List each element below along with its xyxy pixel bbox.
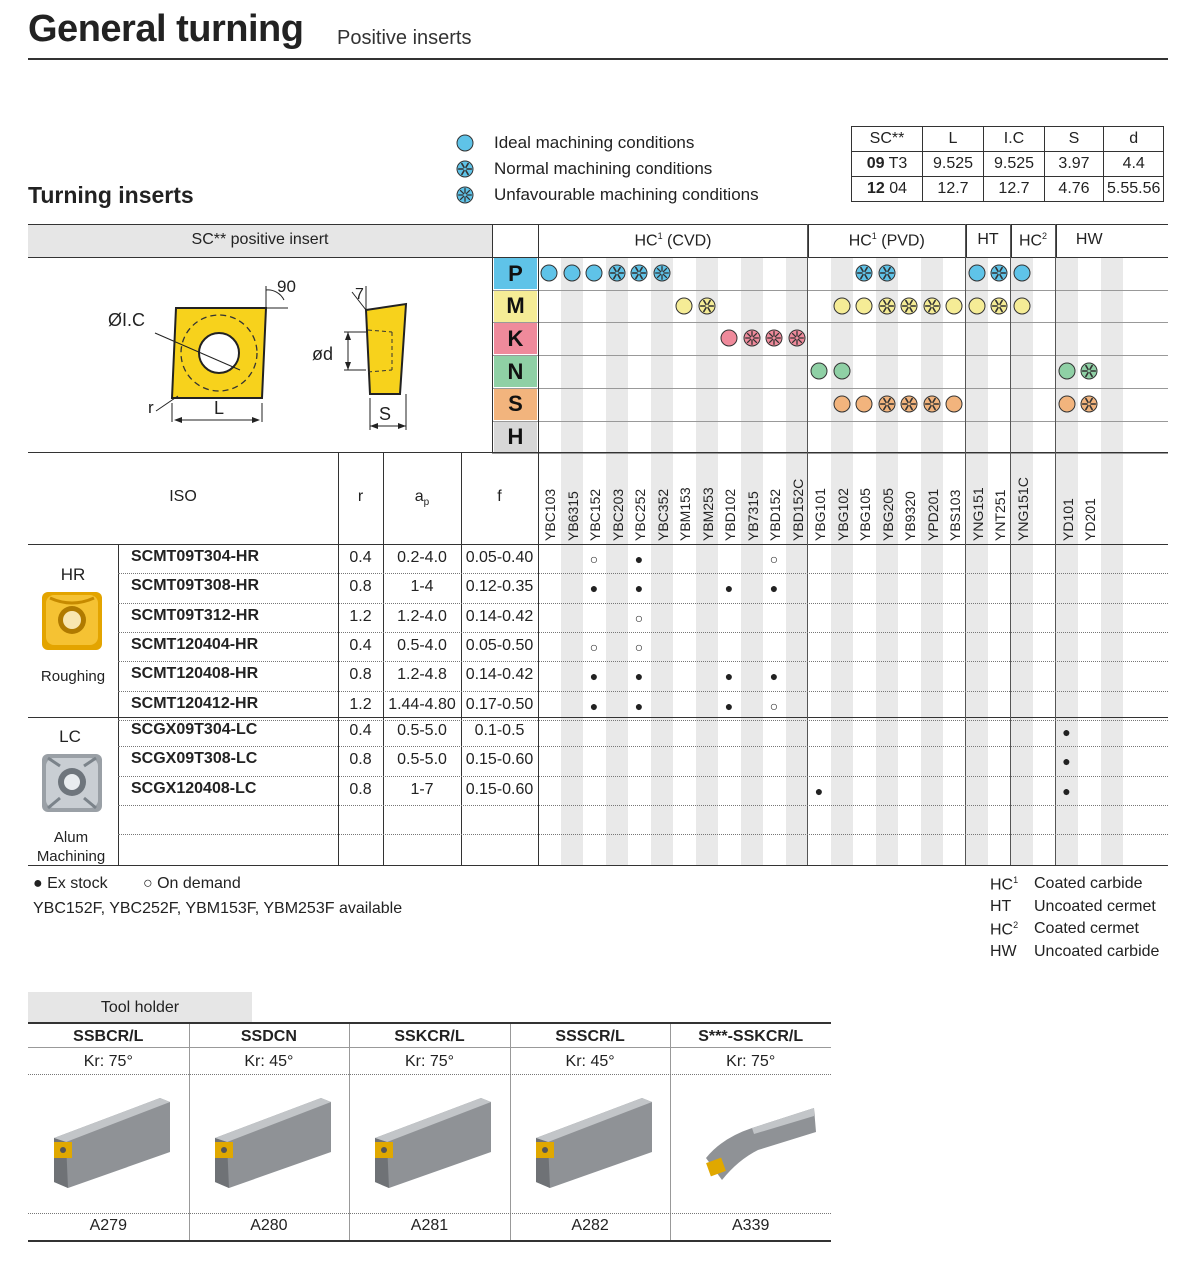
- grade-yb6315: YB6315: [564, 491, 581, 541]
- drawing-angle-label: 90: [277, 277, 296, 296]
- holder-catalog-page: A279: [89, 1217, 127, 1234]
- iso-code: SCGX120408-LC: [131, 779, 257, 797]
- group-lc-caption: Alum Machining: [36, 829, 106, 865]
- ideal-condition-icon: [675, 297, 693, 315]
- on-demand-dot: ○: [634, 638, 644, 655]
- tool-holder-image: [522, 1088, 662, 1198]
- normal-condition-icon: [900, 395, 918, 413]
- ex-stock-dot: ●: [1062, 724, 1071, 740]
- radius-value: 1.2: [349, 607, 372, 625]
- radius-value: 0.8: [349, 578, 372, 596]
- grade-ybm153: YBM153: [677, 487, 693, 541]
- holder-approach-angle: Kr: 45°: [244, 1053, 294, 1070]
- grade-yng151: YNG151: [969, 487, 986, 541]
- abbreviation-sup: 1: [1013, 875, 1019, 885]
- depth-of-cut-value: 0.5-4.0: [397, 636, 447, 654]
- col-header-iso: ISO: [169, 488, 197, 505]
- ideal-condition-icon: [968, 297, 986, 315]
- insert-header: SC** positive insert: [191, 231, 329, 248]
- grade-group-hw: [1056, 231, 1124, 249]
- drawing-l-label: L: [214, 398, 225, 418]
- unfavourable-condition-icon: [788, 329, 806, 347]
- normal-condition-icon: [878, 264, 896, 282]
- grade-group-ht: [966, 231, 1011, 249]
- tool-holder-top-rule: [28, 1022, 831, 1024]
- drawing-s-label: S: [379, 404, 392, 424]
- grade-group-hc1: [808, 231, 966, 250]
- grade-ypd201: YPD201: [924, 488, 941, 541]
- drawing-clearance-label: 7: [355, 286, 364, 303]
- ideal-condition-icon: [855, 395, 873, 413]
- grade-yd101: YD101: [1059, 498, 1076, 541]
- ex-stock-dot: ●: [589, 668, 599, 685]
- ideal-condition-icon: [563, 264, 581, 282]
- table-row: [0, 603, 1200, 632]
- normal-condition-icon: [1080, 395, 1098, 413]
- dims-l: 12.7: [923, 177, 984, 202]
- dims-thickness-code: T3: [888, 155, 908, 172]
- col-header-f: f: [497, 488, 502, 505]
- dims-d: 4.4: [1104, 152, 1164, 177]
- ex-stock-dot: ●: [769, 668, 779, 685]
- table-row: [0, 661, 1200, 690]
- radius-value: 0.4: [349, 549, 372, 566]
- material-row-line: [492, 421, 1168, 422]
- on-demand-dot: ○: [634, 609, 644, 626]
- ideal-condition-icon: [1013, 297, 1031, 315]
- radius-value: 0.4: [349, 722, 372, 739]
- abbreviation-code-text: HC: [990, 876, 1014, 894]
- grade-ynt251: YNT251: [992, 489, 1008, 541]
- feed-value: 0.15-0.60: [465, 780, 534, 798]
- feed-value: 0.15-0.60: [465, 751, 534, 769]
- holder-name: SSSCR/L: [555, 1028, 625, 1045]
- normal-condition-icon: [923, 297, 941, 315]
- ex-stock-dot: ●: [589, 697, 599, 714]
- ideal-condition-icon: [945, 395, 963, 413]
- grade-ybd152: YBD152: [767, 488, 783, 541]
- normal-condition-icon: [456, 160, 474, 178]
- col-header-ap: [383, 488, 461, 508]
- ex-stock-dot: ●: [589, 580, 599, 597]
- radius-value: 1.2: [349, 695, 372, 713]
- drawing-d-label: ød: [312, 344, 334, 364]
- ex-stock-dot: ●: [634, 668, 644, 685]
- ex-stock-legend: ● Ex stock: [33, 875, 108, 892]
- grade-group-hc1: [538, 231, 808, 250]
- ex-stock-dot: ●: [634, 551, 644, 567]
- row-separator: [118, 834, 1168, 835]
- dims-s: 4.76: [1045, 177, 1104, 202]
- abbreviation-code: [990, 943, 1017, 961]
- unfavourable-condition-icon: [743, 329, 761, 347]
- dimensions-header-row: [852, 127, 1164, 152]
- abbreviation-description: Coated carbide: [1034, 875, 1143, 892]
- dims-l: 9.525: [923, 152, 984, 177]
- table-rule: [28, 452, 1168, 453]
- ex-stock-dot: ●: [1062, 782, 1071, 799]
- feed-value: 0.1-0.5: [474, 722, 525, 739]
- grade-ybg102: YBG102: [834, 488, 851, 541]
- tool-holder-image: [682, 1088, 822, 1198]
- abbreviation-sup: 2: [1013, 920, 1019, 930]
- grade-group-suffix: (PVD): [876, 232, 925, 250]
- depth-of-cut-value: 0.5-5.0: [397, 722, 447, 739]
- dims-size: [852, 177, 923, 202]
- normal-condition-icon: [923, 395, 941, 413]
- material-p: P: [494, 258, 537, 289]
- ex-stock-dot: ●: [814, 782, 824, 799]
- radius-value: 0.8: [349, 780, 372, 798]
- ex-stock-dot: ●: [724, 697, 734, 714]
- grade-yb7315: YB7315: [744, 491, 761, 541]
- grade-group-label: HC: [1018, 232, 1043, 250]
- ideal-condition-icon: [456, 134, 474, 152]
- abbreviation-code-text: HC: [990, 921, 1014, 939]
- depth-of-cut-value: 1-7: [410, 780, 434, 798]
- grade-group-sup: 2: [1042, 231, 1048, 241]
- holder-divider: [670, 1024, 671, 1240]
- on-demand-dot: ○: [769, 697, 779, 714]
- feed-value: 0.05-0.40: [465, 549, 534, 566]
- ex-stock-dot: ●: [724, 668, 734, 685]
- grade-group-sup: 1: [657, 231, 663, 241]
- normal-condition-icon: [878, 395, 896, 413]
- ideal-condition-icon: [968, 264, 986, 282]
- material-n: N: [494, 356, 537, 387]
- ideal-condition-icon: [585, 264, 603, 282]
- drawing-ic-label: ØI.C: [108, 310, 146, 330]
- ideal-condition-icon: [833, 395, 851, 413]
- grade-group-divider: [808, 224, 809, 257]
- dims-thickness-code: 04: [889, 180, 908, 197]
- dimensions-table: [851, 126, 1164, 202]
- abbreviation-description: Uncoated cermet: [1034, 897, 1156, 915]
- normal-condition-icon: [608, 264, 626, 282]
- page-title: General turning: [28, 8, 304, 50]
- col-header-r: r: [357, 488, 364, 505]
- tool-holder-image: [201, 1088, 341, 1198]
- material-row-line: [492, 322, 1168, 323]
- page-subtitle: Positive inserts: [337, 27, 472, 49]
- iso-code: SCGX09T304-LC: [131, 721, 258, 738]
- radius-value: 0.8: [349, 751, 372, 769]
- iso-code: SCMT120404-HR: [131, 635, 259, 653]
- grade-group-hc2: [1011, 231, 1056, 250]
- table-row: [0, 691, 1200, 720]
- ideal-condition-icon: [810, 362, 828, 380]
- iso-code: SCMT09T308-HR: [131, 577, 260, 595]
- grade-yng151c: YNG151C: [1014, 477, 1031, 541]
- dims-size-code: 12: [866, 180, 885, 197]
- holder-name: SSDCN: [240, 1028, 297, 1045]
- radius-value: 0.8: [349, 666, 372, 684]
- normal-condition-icon: [900, 297, 918, 315]
- depth-of-cut-value: 1.2-4.0: [397, 607, 447, 625]
- unfavourable-condition-icon: [456, 186, 474, 204]
- grade-ybc103: YBC103: [542, 488, 558, 541]
- dims-ic: 12.7: [984, 177, 1045, 202]
- abbreviation-code: [990, 898, 1011, 916]
- grade-group-label: HW: [1075, 231, 1103, 248]
- iso-code: SCMT09T312-HR: [131, 606, 260, 624]
- table-row: [0, 746, 1200, 775]
- normal-condition-icon: [855, 264, 873, 282]
- grade-ybc352: YBC352: [654, 488, 671, 541]
- ideal-condition-icon: [833, 362, 851, 380]
- holder-dotted-rule: [28, 1074, 831, 1075]
- legend-normal: [456, 158, 712, 180]
- normal-condition-icon: [878, 297, 896, 315]
- iso-code: SCMT120408-HR: [131, 665, 259, 683]
- holder-rule: [28, 1047, 831, 1048]
- iso-code: SCGX09T308-LC: [131, 750, 258, 768]
- ideal-condition-icon: [720, 329, 738, 347]
- table-row: [0, 776, 1200, 805]
- table-rule: [28, 865, 1168, 866]
- title-divider: [28, 58, 1168, 60]
- unfavourable-condition-icon: [653, 264, 671, 282]
- ex-stock-dot: ●: [634, 580, 644, 597]
- holder-catalog-page: A280: [250, 1217, 288, 1234]
- grade-group-sup: 1: [871, 231, 877, 241]
- grade-ybd102: YBD102: [722, 488, 738, 541]
- ex-stock-dot: ●: [634, 697, 644, 714]
- feed-value: 0.14-0.42: [465, 607, 534, 625]
- grade-ybs103: YBS103: [947, 489, 963, 541]
- material-h: H: [494, 422, 537, 453]
- material-k: K: [494, 323, 537, 354]
- table-row: [0, 544, 1200, 573]
- grade-group-label: HT: [977, 231, 999, 248]
- table-divider: [492, 224, 493, 452]
- table-row: [0, 632, 1200, 661]
- holder-divider: [189, 1024, 190, 1240]
- normal-condition-icon: [698, 297, 716, 315]
- tool-holder-image: [361, 1088, 501, 1198]
- holder-approach-angle: Kr: 75°: [83, 1053, 133, 1070]
- table-row: [0, 573, 1200, 602]
- feed-value: 0.17-0.50: [465, 695, 534, 713]
- feed-value: 0.12-0.35: [465, 578, 534, 596]
- dims-s: 3.97: [1045, 152, 1104, 177]
- material-row-line: [492, 453, 1168, 454]
- depth-of-cut-value: 1.44-4.80: [388, 695, 456, 713]
- abbreviation-description: Uncoated carbide: [1034, 942, 1160, 960]
- grade-ybm253: YBM253: [699, 487, 716, 541]
- group-hr-caption: Roughing: [40, 668, 106, 685]
- holder-name: SSBCR/L: [73, 1028, 144, 1045]
- holder-bottom-rule: [28, 1240, 831, 1242]
- ideal-condition-icon: [1013, 264, 1031, 282]
- abbreviation-description: Coated cermet: [1034, 920, 1139, 937]
- material-row-line: [492, 388, 1168, 389]
- holder-approach-angle: Kr: 75°: [726, 1053, 776, 1070]
- feed-value: 0.14-0.42: [465, 666, 534, 684]
- depth-of-cut-value: 0.2-4.0: [397, 549, 447, 566]
- dimensions-row: [852, 177, 1164, 202]
- holder-approach-angle: Kr: 75°: [404, 1053, 455, 1070]
- ideal-condition-icon: [1058, 395, 1076, 413]
- abbreviation-code-text: HT: [990, 897, 1012, 915]
- material-s: S: [494, 389, 537, 420]
- holder-divider: [349, 1024, 350, 1240]
- holder-divider: [510, 1024, 511, 1240]
- ideal-condition-icon: [855, 297, 873, 315]
- abbreviation-code: [990, 875, 1018, 894]
- normal-condition-icon: [990, 297, 1008, 315]
- ex-stock-dot: ●: [1062, 753, 1071, 770]
- dims-header-ic: I.C: [984, 127, 1045, 152]
- dims-size-code: 09: [866, 155, 885, 172]
- grade-ybg101: YBG101: [812, 488, 828, 541]
- abbreviation-code-text: HW: [990, 942, 1017, 960]
- dims-d: 5.55.56: [1104, 177, 1164, 202]
- legend-unfavourable-label: Unfavourable machining conditions: [494, 185, 759, 204]
- material-row-line: [492, 355, 1168, 356]
- tool-holder-image: [40, 1088, 180, 1198]
- holder-name: S***-SSKCR/L: [698, 1028, 804, 1045]
- iso-code: SCMT120412-HR: [131, 694, 259, 712]
- grade-yd201: YD201: [1082, 498, 1098, 541]
- ideal-condition-icon: [540, 264, 558, 282]
- grade-ybc252: YBC252: [632, 488, 648, 541]
- tool-holder-title: Tool holder: [100, 999, 180, 1016]
- holder-catalog-page: A282: [571, 1217, 609, 1234]
- normal-condition-icon: [990, 264, 1008, 282]
- dims-header-s: S: [1045, 127, 1104, 152]
- ideal-condition-icon: [945, 297, 963, 315]
- legend-unfavourable: [456, 184, 759, 206]
- table-row: [0, 717, 1200, 746]
- ideal-condition-icon: [833, 297, 851, 315]
- group-lc-code: LC: [59, 727, 81, 746]
- row-separator: [118, 805, 1168, 806]
- iso-code: SCMT09T304-HR: [131, 548, 260, 565]
- radius-value: 0.4: [349, 636, 372, 654]
- grade-ybg105: YBG105: [857, 488, 873, 541]
- dimensions-row: [852, 152, 1164, 177]
- depth-of-cut-value: 1-4: [410, 578, 434, 596]
- normal-condition-icon: [1080, 362, 1098, 380]
- section-title: Turning inserts: [28, 182, 194, 208]
- table-rule: [28, 224, 1168, 225]
- on-demand-dot: ○: [769, 551, 779, 567]
- depth-of-cut-value: 1.2-4.8: [397, 666, 447, 684]
- material-m: M: [494, 291, 537, 322]
- grade-ybc152: YBC152: [587, 488, 603, 541]
- material-row-line: [492, 290, 1168, 291]
- holder-approach-angle: Kr: 45°: [565, 1053, 615, 1070]
- grade-group-label: HC: [634, 232, 658, 250]
- drawing-r-label: r: [148, 398, 154, 417]
- depth-of-cut-value: 0.5-5.0: [397, 751, 447, 769]
- grade-yb9320: YB9320: [902, 491, 918, 541]
- ideal-condition-icon: [1058, 362, 1076, 380]
- grade-ybg205: YBG205: [879, 488, 896, 541]
- unfavourable-condition-icon: [765, 329, 783, 347]
- dims-ic: 9.525: [984, 152, 1045, 177]
- ex-stock-dot: ●: [769, 580, 779, 597]
- dims-header-d: d: [1104, 127, 1164, 152]
- grade-ybd152c: YBD152C: [789, 478, 806, 541]
- holder-dotted-rule: [28, 1213, 831, 1214]
- on-demand-dot: ○: [589, 638, 599, 655]
- table-rule: [28, 257, 1168, 258]
- dims-header-sc: SC**: [852, 127, 923, 152]
- feed-value: 0.05-0.50: [465, 636, 534, 654]
- holder-catalog-page: A339: [732, 1217, 770, 1234]
- legend-ideal-label: Ideal machining conditions: [494, 133, 695, 152]
- holder-catalog-page: A281: [410, 1217, 449, 1234]
- grade-group-label: HC: [848, 232, 872, 250]
- availability-note: YBC152F, YBC252F, YBM153F, YBM253F available: [33, 900, 403, 917]
- ex-stock-dot: ●: [724, 580, 734, 597]
- on-demand-legend: ○ On demand: [143, 875, 241, 892]
- dims-size: [852, 152, 923, 177]
- grade-group-suffix: (CVD): [662, 232, 712, 250]
- holder-name: SSKCR/L: [394, 1028, 465, 1045]
- normal-condition-icon: [630, 264, 648, 282]
- group-hr-code: HR: [60, 565, 86, 584]
- legend-normal-label: Normal machining conditions: [494, 159, 713, 178]
- col-header-ap-main: a: [414, 488, 424, 505]
- legend-ideal: [456, 132, 694, 154]
- abbreviation-code: [990, 920, 1018, 939]
- grade-ybc203: YBC203: [609, 488, 626, 541]
- on-demand-dot: ○: [589, 551, 599, 567]
- col-header-ap-sub: p: [423, 497, 430, 509]
- dims-header-l: L: [923, 127, 984, 152]
